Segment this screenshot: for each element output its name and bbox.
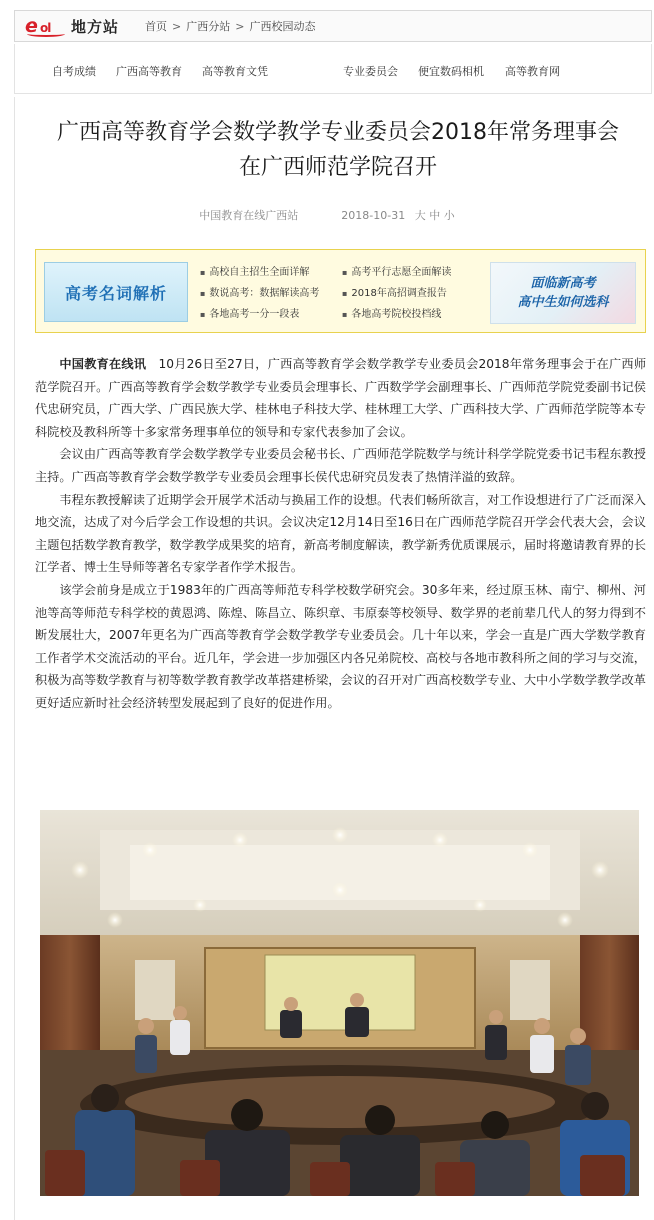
- top-bar: [14, 10, 652, 42]
- article-title: [21, 115, 654, 185]
- ad-link[interactable]: ▪ 数说高考：数据解读高考: [200, 283, 319, 304]
- ad-banner-line-1: 面临新高考: [530, 276, 596, 291]
- ad-link[interactable]: ▪ 高校自主招生全面详解: [200, 262, 319, 283]
- gaokao-ad-box: [35, 249, 646, 333]
- title-line-2: 在广西师范学院召开: [238, 155, 437, 180]
- nav-link-higher-edu-net[interactable]: 高等教育网: [505, 65, 560, 78]
- article-paragraph: 韦程东教授解读了近期学会开展学术活动与换届工作的设想。代表们畅所欲言，对工作设想进行了广泛而深入地交流，达成了对今后学会工作设想的共识。会议决定12月14日至16日在广西师范学院召开学会代表大会，会议主题包括数学教育教学，数学教学成果奖的培育，新高考制度解读，教学新秀优质课展示，届时将邀请教育界的长江学者、博士生导师等著名专家学者作学术报告。: [35, 492, 646, 575]
- article-meta: [0, 207, 654, 223]
- nav-link-camera[interactable]: 便宜数码相机: [418, 65, 484, 78]
- breadcrumb-campus-news[interactable]: 广西校园动态: [249, 20, 316, 33]
- ad-banner-line-2: 高中生如何选科: [517, 295, 609, 310]
- paragraph-text: 10月26日至27日，广西高等教育学会数学教学专业委员会2018年常务理事会于在广西师范学院召开。广西高等教育学会数学教学专业委员会理事长、广西数学学会副理事长、广西师范学院党委副书记侯代忠研究员，广西大学、广西民族大学、桂林电子科技大学、桂林理工大学、广西科技大学、广西师范学院等本专科院校及教科所等十多家常务理事单位的领导和专家代表参加了会议。: [35, 357, 647, 439]
- breadcrumb: [145, 18, 315, 34]
- breadcrumb-guangxi[interactable]: 广西分站: [186, 20, 231, 33]
- ad-banner-terms[interactable]: [44, 262, 188, 322]
- ad-link[interactable]: ▪ 各地高考院校投档线: [342, 304, 451, 325]
- eol-logo-icon: e ol: [25, 17, 67, 35]
- nav-link-higher-edu-diploma[interactable]: 高等教育文凭: [202, 65, 268, 78]
- font-size-switch[interactable]: 大 中 小: [414, 209, 455, 222]
- breadcrumb-separator: >: [172, 19, 182, 33]
- sub-navigation: [14, 44, 652, 94]
- title-line-1: 广西高等教育学会数学教学专业委员会2018年常务理事会: [57, 120, 619, 145]
- breadcrumb-separator: >: [235, 19, 245, 33]
- article-paragraph: 会议由广西高等教育学会数学教学专业委员会秘书长、广西师范学院数学与统计科学学院党委书记韦程东教授主持。广西高等教育学会数学教学专业委员会理事长侯代忠研究员发表了热情洋溢的致辞。: [35, 447, 646, 484]
- ad-link-column-2: [342, 262, 451, 325]
- article-paragraph: [35, 353, 646, 443]
- meeting-photo-image: [40, 810, 639, 1196]
- nav-link-guangxi-higher-edu[interactable]: 广西高等教育: [116, 65, 182, 78]
- nav-link-zikao-score[interactable]: 自考成绩: [52, 65, 96, 78]
- ad-banner-subject-choice[interactable]: [490, 262, 636, 324]
- site-logo[interactable]: [25, 16, 119, 37]
- article-lead: 中国教育在线讯: [59, 357, 147, 371]
- ad-link-column-1: [200, 262, 319, 325]
- article-body: [35, 353, 646, 715]
- nav-link-committee[interactable]: 专业委员会: [343, 65, 398, 78]
- ad-link[interactable]: ▪ 高考平行志愿全面解读: [342, 262, 451, 283]
- article-paragraph: 该学会前身是成立于1983年的广西高等师范专科学校数学研究会。30多年来，经过原玉林、南宁、柳州、河池等高等师范专科学校的黄恩鸿、陈煌、陈昌立、陈织章、韦原泰等校领导、数学界的老前辈几代人的努力得到不断发展壮大，2007年更名为广西高等教育学会数学教学专业委员会。几十年以来，学会一直是广西大学数学教育工作者学术交流活动的平台。近几年，学会进一步加强区内各兄弟院校、高校与各地市教科所之间的学习与交流，积极为高等数学教育与初等数学教育教学改革搭建桥梁，会议的召开对广西高校数学专业、大中小学数学教学改革更好适应新时社会经济转型发展起到了良好的促进作用。: [35, 582, 646, 710]
- logo-text: 地方站: [71, 17, 120, 36]
- meeting-photo: [40, 810, 639, 1196]
- ad-link[interactable]: ▪ 2018年高招调查报告: [342, 283, 451, 304]
- article-date: 2018-10-31: [341, 209, 406, 222]
- ad-banner-terms-text: 高考名词解析: [64, 283, 167, 303]
- article-source: 中国教育在线广西站: [199, 209, 299, 222]
- breadcrumb-home[interactable]: 首页: [145, 20, 168, 33]
- ad-link[interactable]: ▪ 各地高考一分一段表: [200, 304, 319, 325]
